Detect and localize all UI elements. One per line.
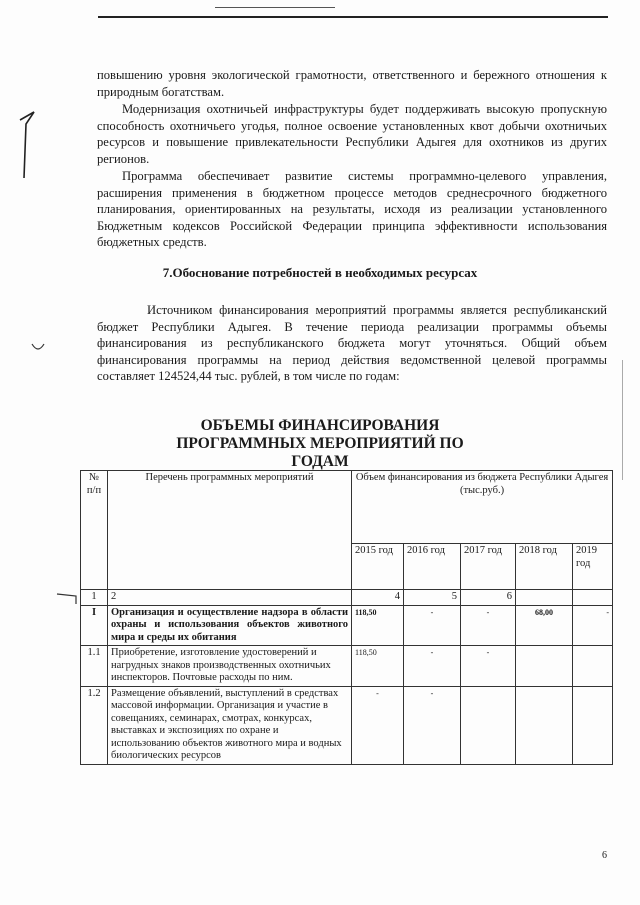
row-value: - — [404, 686, 461, 764]
header-list: Перечень программных мероприятий — [108, 471, 352, 590]
index-cell: 4 — [352, 590, 404, 606]
financing-table — [80, 470, 613, 765]
row-text: Размещение объявлений, выступлений в средствах массовой информации. Организация и участие в совещаниях, семинарах, смотрах, конкурсах, выставках и экспозициях по охране и использованию объектов животного мира и водных биологических ресурсов — [108, 686, 352, 764]
index-cell: 6 — [461, 590, 516, 606]
index-cell: 2 — [108, 590, 352, 606]
row-value: 68,00 — [516, 605, 573, 646]
index-cell — [573, 590, 613, 606]
header-year: 2019 год — [573, 544, 613, 590]
row-value: 118,50 — [352, 605, 404, 646]
row-value — [573, 686, 613, 764]
header-year: 2017 год — [461, 544, 516, 590]
row-value — [516, 686, 573, 764]
row-value: - — [352, 686, 404, 764]
paragraph-3: Программа обеспечивает развитие системы программно-целевого управления, расширения применения в бюджетном процессе методов среднесрочного бюджетного планирования, ориентированных на результаты, исходя из реализации установленного Бюджетным кодексов Российской Федерации принципа эффективности использования бюджетных средств. — [97, 169, 607, 250]
table-title: ОБЪЕМЫ ФИНАНСИРОВАНИЯ ПРОГРАММНЫХ МЕРОПРИЯТИЙ ПО ГОДАМ — [176, 417, 464, 470]
paragraph-4: Источником финансирования мероприятий программы является республиканский бюджет Республики Адыгея. В течение периода реализации программы объемы финансирования из республиканского бюджета могут уточняться. Общий объем финансирования программы на период действия ведомственной целевой программы составляет 124524,44 тыс. рублей, в том числе по годам: — [97, 303, 607, 384]
header-year: 2015 год — [352, 544, 404, 590]
row-text: Приобретение, изготовление удостоверений и нагрудных знаков производственных охотничьих инспекторов. Почтовые расходы по ним. — [108, 646, 352, 687]
scan-top-rule — [98, 16, 608, 18]
section-heading: 7.Обоснование потребностей в необходимых ресурсах — [162, 265, 478, 280]
margin-tick-icon — [56, 590, 78, 606]
row-num: 1.1 — [81, 646, 108, 687]
paragraph-1: повышению уровня экологической грамотности, ответственного и бережного отношения к природным богатствам. — [97, 68, 607, 99]
header-year: 2016 год — [404, 544, 461, 590]
row-value — [461, 686, 516, 764]
header-year: 2018 год — [516, 544, 573, 590]
header-volume: Объем финансирования из бюджета Республики Адыгея (тыс.руб.) — [352, 471, 613, 544]
row-num: 1.2 — [81, 686, 108, 764]
row-text: Организация и осуществление надзора в области охраны и использования объектов животного мира и среды их обитания — [108, 605, 352, 646]
row-value: 118,50 — [352, 646, 404, 687]
row-num: I — [81, 605, 108, 646]
row-value: - — [461, 605, 516, 646]
row-value — [516, 646, 573, 687]
row-value: - — [461, 646, 516, 687]
table-row — [81, 646, 613, 687]
index-cell: 1 — [81, 590, 108, 606]
row-value: - — [573, 605, 613, 646]
index-cell — [516, 590, 573, 606]
scan-right-rule — [622, 360, 623, 480]
table-header-row — [81, 471, 613, 544]
index-cell: 5 — [404, 590, 461, 606]
row-value: - — [404, 646, 461, 687]
margin-mark-icon — [18, 110, 38, 180]
scan-top-dash — [215, 7, 335, 8]
table-index-row — [81, 590, 613, 606]
table-row — [81, 605, 613, 646]
row-value: - — [404, 605, 461, 646]
table-row — [81, 686, 613, 764]
header-num: № п/п — [81, 471, 108, 590]
paragraph-2: Модернизация охотничьей инфраструктуры будет поддерживать высокую пропускную способность охотничьего угодья, полное освоение установленных квот добычи охотничьих ресурсов и повышение привлекательности Республики Адыгея для охотников из других регионов. — [97, 102, 607, 166]
page-number: 6 — [602, 850, 607, 861]
margin-curve-icon — [30, 340, 46, 354]
row-value — [573, 646, 613, 687]
